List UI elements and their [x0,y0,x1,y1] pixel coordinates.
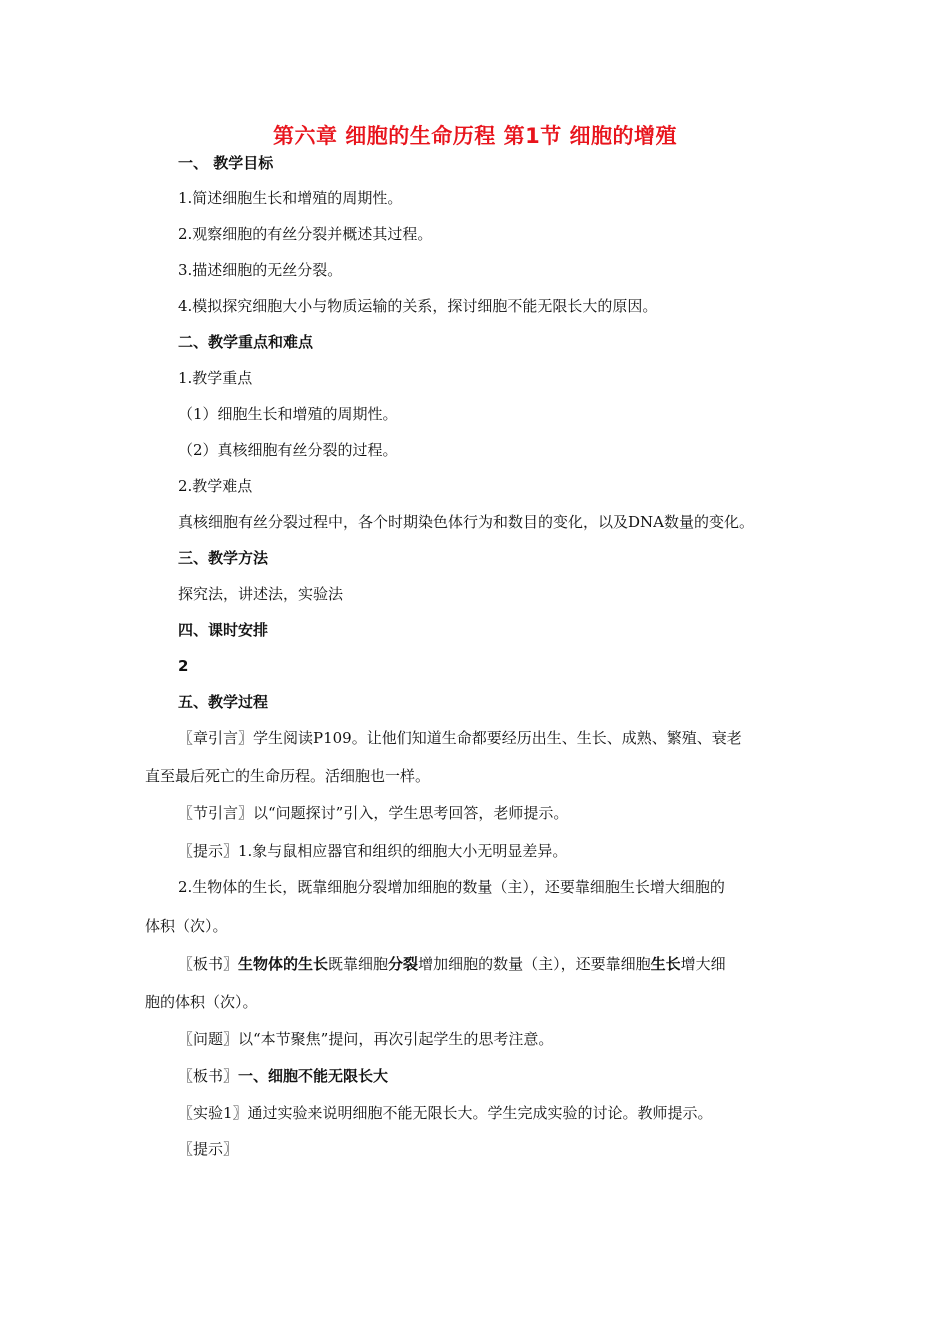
document-title: 第六章 细胞的生命历程 第1节 细胞的增殖 [272,124,678,148]
paragraph-experiment: 〖实验1〗通过实验来说明细胞不能无限长大。学生完成实验的讨论。教师提示。 [178,1104,713,1122]
objective-item: 1.简述细胞生长和增殖的周期性。 [178,189,403,207]
board-bold-text: 一、细胞不能无限长大 [238,1067,389,1085]
paragraph-section-intro: 〖节引言〗以“问题探讨”引入，学生思考回答，老师提示。 [178,804,569,822]
paragraph-board-heading [178,1064,388,1088]
paragraph-chapter-intro-cont: 直至最后死亡的生命历程。活细胞也一样。 [145,767,431,785]
difficulty-text: 真核细胞有丝分裂过程中，各个时期染色体行为和数目的变化，以及DNA数量的变化。 [178,513,754,531]
objective-item: 2.观察细胞的有丝分裂并概述其过程。 [178,225,433,243]
section-heading-key-points: 二、教学重点和难点 [178,333,314,351]
board-bold-text: 生物体的生长 [238,955,329,973]
board-text: 既靠细胞 [328,955,389,973]
board-tag: 〖板书〗 [178,1067,239,1085]
section-heading-methods: 三、教学方法 [178,549,269,567]
section-heading-process: 五、教学过程 [178,693,269,711]
key-point-item: （2）真核细胞有丝分裂的过程。 [178,441,398,459]
board-bold-text: 分裂 [388,955,419,973]
section-heading-objectives: 一、 教学目标 [178,154,274,172]
paragraph-question: 〖问题〗以“本节聚焦”提问，再次引起学生的思考注意。 [178,1030,554,1048]
paragraph-board-note-cont: 胞的体积（次）。 [145,993,258,1011]
objective-item: 4.模拟探究细胞大小与物质运输的关系，探讨细胞不能无限长大的原因。 [178,297,658,315]
key-points-label: 1.教学重点 [178,369,253,387]
section-heading-schedule: 四、课时安排 [178,621,269,639]
methods-text: 探究法，讲述法，实验法 [178,585,344,603]
paragraph-chapter-intro: 〖章引言〗学生阅读P109。让他们知道生命都要经历出生、生长、成熟、繁殖、衰老 [178,729,742,747]
difficulty-label: 2.教学难点 [178,477,253,495]
objective-item: 3.描述细胞的无丝分裂。 [178,261,343,279]
paragraph-hint-2: 2.生物体的生长，既靠细胞分裂增加细胞的数量（主），还要靠细胞生长增大细胞的 [178,878,725,896]
key-point-item: （1）细胞生长和增殖的周期性。 [178,405,398,423]
paragraph-hint-2-cont: 体积（次）。 [145,917,228,935]
board-bold-text: 生长 [650,955,681,973]
board-text: 增加细胞的数量（主），还要靠细胞 [418,955,651,973]
schedule-text: 2 [178,657,189,675]
paragraph-hint-1: 〖提示〗1.象与鼠相应器官和组织的细胞大小无明显差异。 [178,842,568,860]
board-tag: 〖板书〗 [178,955,239,973]
paragraph-board-note [178,952,726,976]
board-text: 增大细 [680,955,726,973]
paragraph-hint-label: 〖提示〗 [178,1140,239,1158]
